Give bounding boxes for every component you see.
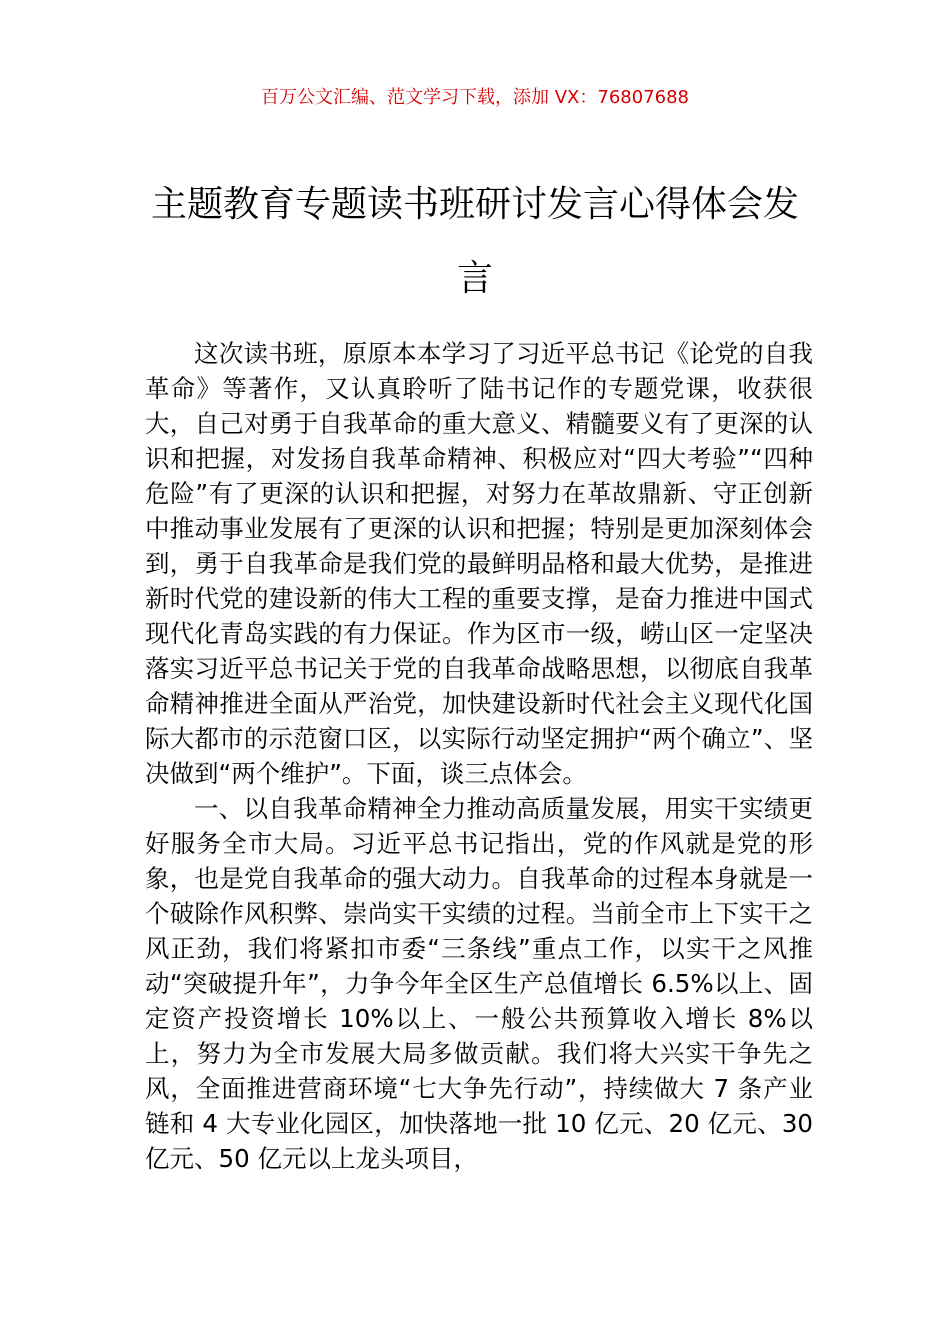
document-title: 主题教育专题读书班研讨发言心得体会发言 <box>150 184 799 299</box>
paragraph-section-one: 一、以自我革命精神全力推动高质量发展，用实干实绩更好服务全市大局。习近平总书记指出，党的作风就是党的形象，也是党自我革命的强大动力。自我革命的过程本身就是一个破除作风积弊、崇尚实干实绩的过程。当前全市上下实干之风正劲，我们将紧扣市委“三条线”重点工作，以实干之风推动“突破提升年”，力争今年全区生产总值增长 6.5%以上、固定资产投资增长 10%以上、一般公共预算收入增长 8%以上，努力为全市发展大局多做贡献。我们将大兴实干争先之风，全面推进营商环境“七大争先行动”，持续做大 7 条产业链和 4 大专业化园区，加快落地一批 10 亿元、20 亿元、30 亿元、50 亿元以上龙头项目， <box>145 794 813 1173</box>
header-note: 百万公文汇编、范文学习下载，添加 VX：76807688 <box>261 87 689 108</box>
document-body <box>145 336 813 1176</box>
paragraph-intro: 这次读书班，原原本本学习了习近平总书记《论党的自我革命》等著作，又认真聆听了陆书记作的专题党课，收获很大，自己对勇于自我革命的重大意义、精髓要义有了更深的认识和把握，对发扬自我革命精神、积极应对“四大考验”“四种危险”有了更深的认识和把握，对努力在革故鼎新、守正创新中推动事业发展有了更深的认识和把握；特别是更加深刻体会到，勇于自我革命是我们党的最鲜明品格和最大优势，是推进新时代党的建设新的伟大工程的重要支撑，是奋力推进中国式现代化青岛实践的有力保证。作为区市一级，崂山区一定坚决落实习近平总书记关于党的自我革命战略思想，以彻底自我革命精神推进全面从严治党，加快建设新时代社会主义现代化国际大都市的示范窗口区，以实际行动坚定拥护“两个确立”、坚决做到“两个维护”。下面，谈三点体会。 <box>145 339 813 788</box>
